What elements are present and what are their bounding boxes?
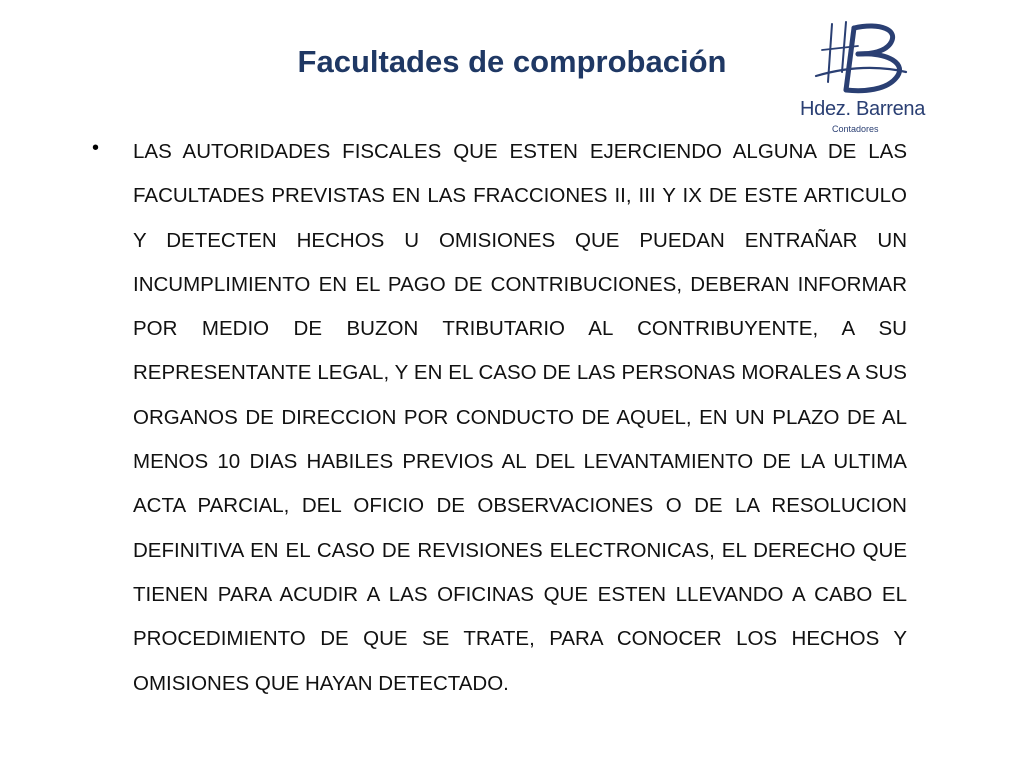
logo-hb-monogram-icon [810, 16, 910, 100]
body-paragraph: LAS AUTORIDADES FISCALES QUE ESTEN EJERCIENDO ALGUNA DE LAS FACULTADES PREVISTAS EN LAS FRACCIONES II, III Y IX DE ESTE ARTICULO Y DETECTEN HECHOS U OMISIONES QUE PUEDAN ENTRAÑAR UN INCUMPLIMIENTO EN EL PAGO DE CONTRIBUCIONES, DEBERAN INFORMAR POR MEDIO DE BUZON TRIBUTARIO AL CONTRIBUYENTE, A SU REPRESENTANTE LEGAL, Y EN EL CASO DE LAS PERSONAS MORALES A SUS ORGANOS DE DIRECCION POR CONDUCTO DE AQUEL, EN UN PLAZO DE AL MENOS 10 DIAS HABILES PREVIOS AL DEL LEVANTAMIENTO DE LA ULTIMA ACTA PARCIAL, DEL OFICIO DE OBSERVACIONES O DE LA RESOLUCION DEFINITIVA EN EL CASO DE REVISIONES ELECTRONICAS, EL DERECHO QUE TIENEN PARA ACUDIR A LAS OFICINAS QUE ESTEN LLEVANDO A CABO EL PROCEDIMIENTO DE QUE SE TRATE, PARA CONOCER LOS HECHOS Y OMISIONES QUE HAYAN DETECTADO. [133, 140, 907, 695]
slide-title: Facultades de comprobación [297, 44, 727, 79]
company-logo [796, 16, 932, 138]
logo-subtitle: Contadores [832, 124, 879, 134]
bullet-icon: • [92, 137, 100, 159]
logo-name: Hdez. Barrena [800, 98, 926, 120]
